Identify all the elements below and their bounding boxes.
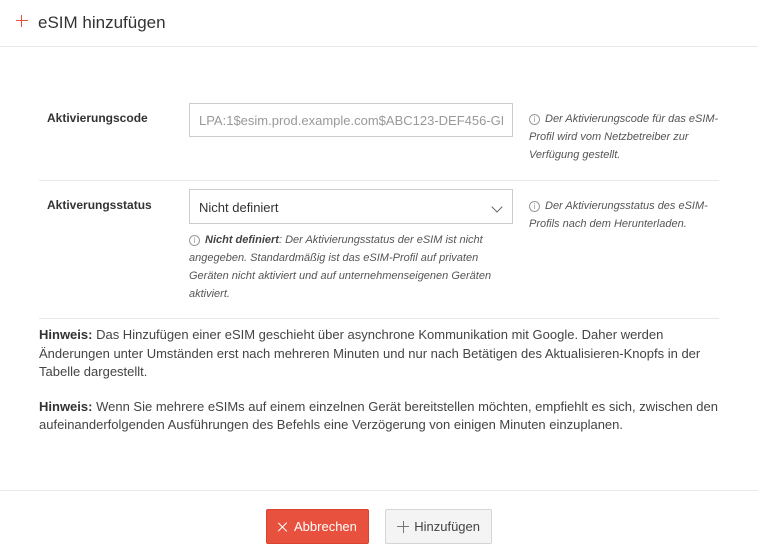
activation-status-label: Aktiverungsstatus [47, 198, 152, 212]
activation-code-input[interactable] [190, 104, 512, 136]
activation-code-help [529, 110, 719, 164]
dialog-title: eSIM hinzufügen [38, 13, 166, 32]
note-text: Wenn Sie mehrere eSIMs auf einem einzelnen Gerät bereitstellen möchten, empfiehlt es sich, zwischen den aufeinanderfolgenden Ausführungen des Befehls eine Verzögerung von einigen Minuten einzuplanen. [39, 398, 718, 432]
note-2 [39, 398, 724, 435]
note-text: Das Hinzufügen einer eSIM geschieht über asynchrone Kommunikation mit Google. Daher werden Änderungen unter Umständen erst nach mehreren Minuten und nur nach Betätigen des Aktualisieren-Knopfs in der Tabelle dargestellt. [39, 327, 701, 379]
note-label: Hinweis: [39, 327, 93, 342]
activation-code-help-text: Der Aktivierungscode für das eSIM-Profil wird vom Netzbetreiber zur Verfügung gestellt. [529, 113, 719, 161]
dialog-header [0, 0, 758, 47]
plus-icon [397, 521, 408, 533]
chevron-down-icon [491, 201, 502, 212]
info-icon: i [529, 201, 540, 212]
info-icon: i [189, 235, 200, 246]
add-button[interactable] [385, 509, 492, 544]
activation-status-option-help [189, 231, 519, 303]
add-button-label: Hinzufügen [414, 519, 480, 534]
note-1 [39, 326, 724, 382]
plus-icon [15, 14, 29, 28]
activation-status-select[interactable] [189, 189, 513, 224]
dialog-footer [0, 490, 758, 560]
activation-status-help [529, 197, 719, 233]
cancel-button[interactable] [266, 509, 369, 544]
activation-status-selected-value: Nicht definiert [199, 200, 279, 215]
note-label: Hinweis: [39, 398, 93, 414]
activation-code-label: Aktivierungscode [47, 111, 148, 125]
info-icon: i [529, 114, 540, 125]
activation-code-row [39, 94, 719, 181]
option-help-text: : Der Aktivierungsstatus der eSIM ist nicht angegeben. Standardmäßig ist das eSIM-Profil auf privaten Geräten nicht aktiviert und auf unternehmenseigenen Geräten aktiviert. [189, 234, 492, 300]
activation-code-input-wrapper [189, 103, 513, 137]
option-help-term: Nicht definiert [205, 234, 279, 246]
cancel-button-label: Abbrechen [294, 519, 357, 534]
close-icon [278, 522, 288, 532]
activation-status-help-text: Der Aktivierungsstatus des eSIM-Profils nach dem Herunterladen. [529, 200, 708, 230]
activation-status-row [39, 181, 719, 319]
notes-section [39, 326, 724, 451]
